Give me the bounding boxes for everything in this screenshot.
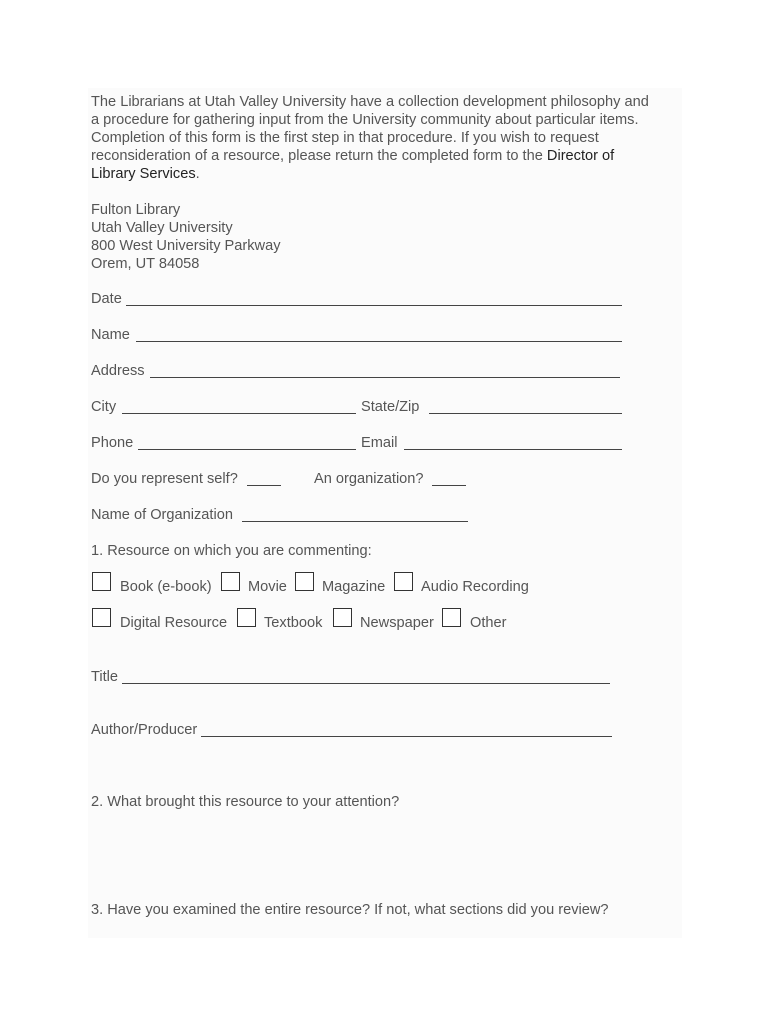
date-field[interactable] <box>126 305 622 306</box>
org-name-label: Name of Organization <box>91 507 233 523</box>
intro-line <box>91 165 681 183</box>
intro-text: . <box>195 166 200 182</box>
email-field[interactable] <box>404 449 622 450</box>
audio-recording-checkbox[interactable] <box>394 572 413 591</box>
other-option-label: Other <box>470 615 507 631</box>
digital-resource-option-label: Digital Resource <box>120 615 228 631</box>
address-line: 800 West University Parkway <box>91 238 281 254</box>
book-checkbox[interactable] <box>92 572 111 591</box>
address-line: Utah Valley University <box>91 220 233 236</box>
intro-line <box>91 147 681 165</box>
newspaper-checkbox[interactable] <box>333 608 352 627</box>
address-label: Address <box>91 363 145 379</box>
represent-self-label: Do you represent self? <box>91 471 238 487</box>
movie-checkbox[interactable] <box>221 572 240 591</box>
newspaper-option-label: Newspaper <box>360 615 434 631</box>
digital-resource-checkbox[interactable] <box>92 608 111 627</box>
name-label: Name <box>91 327 130 343</box>
textbook-option-label: Textbook <box>264 615 323 631</box>
title-label: Title <box>91 669 119 685</box>
intro-text: reconsideration of a resource, please return the completed form to the <box>91 148 547 164</box>
audio-recording-option-label: Audio Recording <box>421 579 529 595</box>
statezip-label: State/Zip <box>361 399 420 415</box>
intro-line: a procedure for gathering input from the University community about particular items. <box>91 112 639 128</box>
name-field[interactable] <box>136 341 622 342</box>
library-services-link[interactable]: Library Services <box>91 166 196 182</box>
address-line: Orem, UT 84058 <box>91 256 200 272</box>
intro-paragraph <box>91 93 681 183</box>
movie-option-label: Movie <box>248 579 287 595</box>
city-label: City <box>91 399 117 415</box>
statezip-field[interactable] <box>429 413 622 414</box>
date-label: Date <box>91 291 122 307</box>
textbook-checkbox[interactable] <box>237 608 256 627</box>
author-field[interactable] <box>201 736 612 737</box>
intro-line: Completion of this form is the first step in that procedure. If you wish to request <box>91 130 599 146</box>
address-line: Fulton Library <box>91 202 181 218</box>
question-2: 2. What brought this resource to your attention? <box>91 794 400 810</box>
magazine-option-label: Magazine <box>322 579 386 595</box>
phone-label: Phone <box>91 435 134 451</box>
question-1: 1. Resource on which you are commenting: <box>91 543 372 559</box>
email-label: Email <box>361 435 398 451</box>
phone-field[interactable] <box>138 449 356 450</box>
city-field[interactable] <box>122 413 356 414</box>
represent-self-field[interactable] <box>247 485 281 486</box>
organization-field[interactable] <box>432 485 466 486</box>
other-checkbox[interactable] <box>442 608 461 627</box>
book-option-label: Book (e-book) <box>120 579 212 595</box>
magazine-checkbox[interactable] <box>295 572 314 591</box>
director-link[interactable]: Director of <box>546 148 615 164</box>
title-field[interactable] <box>122 683 610 684</box>
question-3: 3. Have you examined the entire resource? If not, what sections did you review? <box>91 902 609 918</box>
author-label: Author/Producer <box>91 722 198 738</box>
intro-line: The Librarians at Utah Valley University have a collection development philosophy and <box>91 94 649 110</box>
org-name-field[interactable] <box>242 521 468 522</box>
address-field[interactable] <box>150 377 620 378</box>
organization-label: An organization? <box>314 471 424 487</box>
